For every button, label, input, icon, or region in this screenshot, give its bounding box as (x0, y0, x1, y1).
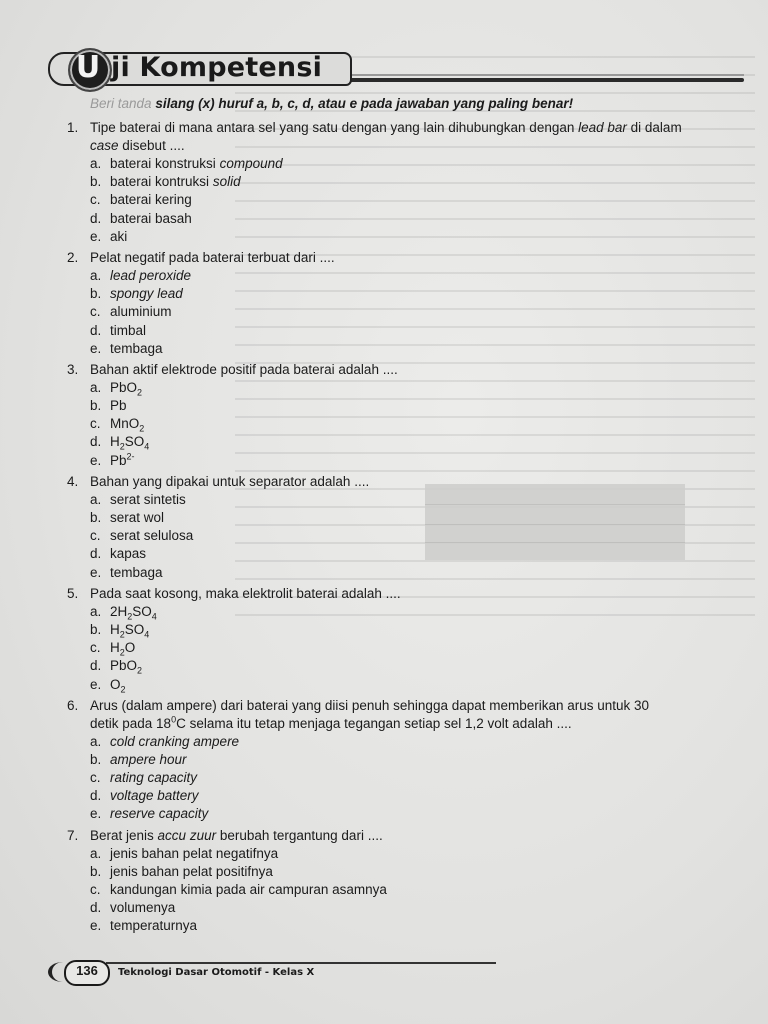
italic-term: lead peroxide (110, 267, 192, 283)
footer-book-title: Teknologi Dasar Otomotif - Kelas X (118, 967, 315, 978)
option-text (110, 751, 187, 769)
subscript: 2 (119, 629, 125, 640)
text-run: serat sintetis (110, 491, 186, 507)
italic-term: lead bar (578, 120, 627, 135)
option-text (110, 509, 164, 527)
option-text (110, 603, 157, 621)
text-run: H (110, 621, 120, 637)
text-run: SO (124, 434, 145, 450)
question-stem (67, 827, 757, 845)
option-text (110, 433, 149, 451)
option-letter: c. (90, 528, 101, 544)
text-run: temperaturnya (110, 918, 198, 934)
option-letter: a. (90, 733, 102, 749)
answer-option (67, 397, 757, 415)
option-letter: a. (90, 267, 102, 283)
text-run: C selama itu tetap menjaga tegangan setiap sel 1,2 volt adalah .... (176, 715, 572, 731)
option-text (110, 899, 175, 917)
option-letter: a. (90, 603, 102, 619)
answer-option (67, 155, 757, 173)
text-run: Bahan aktif elektrode positif pada baterai adalah .... (90, 361, 398, 377)
text-run: PbO (110, 658, 138, 674)
option-letter: d. (90, 434, 102, 450)
question-text (90, 249, 757, 267)
option-text (110, 917, 197, 935)
question-stem (67, 249, 757, 267)
option-letter: b. (90, 863, 102, 879)
text-run: SO (132, 603, 152, 619)
option-text (110, 191, 192, 209)
option-letter: a. (90, 845, 102, 861)
superscript: 2- (126, 451, 135, 462)
text-run: Berat jenis (90, 827, 158, 843)
answer-option (67, 805, 757, 823)
text-run: baterai basah (110, 210, 192, 226)
option-letter: d. (90, 322, 102, 338)
option-text (110, 545, 146, 563)
text-run: jenis bahan pelat positifnya (110, 863, 273, 879)
option-text (110, 322, 146, 340)
question-text (90, 697, 757, 715)
answer-option (67, 639, 757, 657)
page-footer (44, 958, 494, 986)
answer-option (67, 603, 757, 621)
subscript: 4 (144, 442, 150, 453)
text-run: tembaga (110, 340, 163, 356)
answer-option (67, 899, 757, 917)
answer-option (67, 769, 757, 787)
italic-term: cold cranking ampere (110, 733, 240, 749)
text-run: H (110, 640, 120, 656)
option-letter: c. (90, 416, 101, 432)
option-text (110, 639, 135, 657)
option-letter: b. (90, 398, 102, 414)
question-7 (67, 827, 757, 936)
answer-option (67, 452, 757, 470)
option-text (110, 379, 142, 397)
answer-option (67, 285, 757, 303)
italic-term: compound (219, 156, 283, 171)
option-letter: e. (90, 452, 102, 468)
italic-term: case (90, 138, 119, 153)
text-run: timbal (110, 322, 147, 338)
answer-option (67, 322, 757, 340)
option-text (110, 285, 183, 303)
text-run: H (110, 434, 120, 450)
option-letter: e. (90, 676, 102, 692)
section-header (44, 42, 744, 88)
answer-option (67, 433, 757, 451)
italic-term: solid (212, 174, 241, 190)
header-initial-letter: U (75, 50, 101, 85)
question-number: 5. (67, 585, 79, 601)
text-run: PbO (110, 379, 138, 395)
answer-option (67, 210, 757, 228)
question-number: 3. (67, 361, 79, 377)
answer-option (67, 340, 757, 358)
option-text (110, 881, 387, 899)
option-text (110, 527, 193, 545)
option-text (110, 769, 197, 787)
text-run: MnO (110, 416, 140, 432)
option-letter: d. (90, 546, 102, 562)
text-run: kandungan kimia pada air campuran asamnya (110, 882, 387, 897)
subscript: 2 (137, 666, 143, 676)
answer-option (67, 845, 757, 863)
option-text (110, 621, 149, 639)
text-run: Pb (110, 398, 127, 414)
option-letter: e. (90, 918, 102, 934)
answer-option (67, 415, 757, 433)
subscript: 2 (137, 387, 143, 398)
answer-option (67, 491, 757, 509)
text-run: detik pada 18 (90, 715, 172, 731)
option-text (110, 845, 278, 863)
option-text (110, 787, 199, 805)
subscript: 4 (151, 611, 157, 622)
option-letter: a. (90, 491, 102, 507)
subscript: 2 (119, 442, 125, 453)
question-text (90, 473, 757, 491)
option-text (110, 210, 192, 228)
italic-term: reserve capacity (110, 806, 209, 822)
question-text (90, 585, 757, 603)
header-title: ji Kompetensi (111, 52, 323, 83)
page-number: 136 (76, 963, 98, 978)
option-text (110, 340, 163, 358)
question-stem (67, 697, 757, 715)
text-run: volumenya (110, 900, 176, 916)
answer-option (67, 621, 757, 639)
option-text (110, 863, 273, 881)
option-letter: e. (90, 564, 102, 580)
subscript: 2 (139, 423, 145, 434)
italic-term: voltage battery (110, 788, 199, 804)
option-letter: b. (90, 286, 102, 302)
question-text (90, 119, 757, 137)
text-run: aki (110, 228, 128, 244)
option-letter: d. (90, 900, 102, 916)
question-2 (67, 249, 757, 358)
text-run: berubah tergantung dari .... (216, 827, 383, 843)
answer-option (67, 657, 757, 675)
option-letter: b. (90, 621, 102, 637)
text-run: baterai kontruksi (110, 174, 213, 190)
text-run: Arus (dalam ampere) dari baterai yang diisi penuh sehingga dapat memberikan arus untuk 30 (90, 697, 650, 713)
text-run: serat wol (110, 510, 165, 525)
option-letter: a. (90, 379, 102, 395)
footer-rule (106, 962, 496, 964)
question-6 (67, 697, 757, 824)
question-stem (67, 119, 757, 137)
option-letter: b. (90, 751, 102, 767)
question-stem (67, 361, 757, 379)
italic-term: ampere hour (110, 751, 187, 767)
text-run: di dalam (626, 120, 682, 135)
option-letter: e. (90, 806, 102, 822)
question-text (90, 827, 757, 845)
question-5 (67, 585, 757, 694)
option-text (110, 491, 186, 509)
text-run: 2H (110, 603, 128, 619)
option-letter: c. (90, 640, 101, 656)
option-text (110, 397, 127, 415)
question-text-continued (67, 137, 757, 155)
question-stem (67, 473, 757, 491)
text-run: kapas (110, 546, 147, 562)
option-text (110, 303, 172, 321)
answer-option (67, 379, 757, 397)
option-letter: d. (90, 658, 102, 674)
subscript: 2 (120, 684, 126, 695)
option-letter: c. (90, 192, 101, 208)
text-run: Tipe baterai di mana antara sel yang satu dengan yang lain dihubungkan dengan (90, 120, 579, 135)
italic-term: accu zuur (157, 827, 217, 843)
option-text (110, 267, 191, 285)
option-text (110, 415, 144, 433)
option-letter: c. (90, 304, 101, 320)
option-text (110, 228, 127, 246)
answer-option (67, 676, 757, 694)
instruction (90, 96, 750, 111)
question-number: 6. (67, 697, 79, 713)
option-letter: d. (90, 210, 102, 226)
option-letter: e. (90, 340, 102, 356)
answer-option (67, 267, 757, 285)
subscript: 2 (127, 611, 133, 622)
option-text (110, 173, 241, 191)
option-letter: a. (90, 156, 102, 171)
answer-option (67, 228, 757, 246)
question-text (90, 361, 757, 379)
question-text-continued (67, 715, 757, 733)
text-run: SO (124, 621, 145, 637)
answer-option (67, 173, 757, 191)
text-run: Bahan yang dipakai untuk separator adalah .... (90, 473, 370, 489)
answer-option (67, 564, 757, 582)
answer-option (67, 509, 757, 527)
header-rule (344, 78, 744, 82)
text-run: Pelat negatif pada baterai terbuat dari .... (90, 249, 335, 265)
answer-option (67, 733, 757, 751)
text-run: O (110, 676, 121, 692)
text-run: disebut .... (118, 138, 185, 153)
answer-option (67, 881, 757, 899)
option-letter: d. (90, 788, 102, 804)
option-letter: c. (90, 882, 101, 897)
italic-term: spongy lead (110, 286, 183, 302)
option-text (110, 155, 283, 173)
answer-option (67, 787, 757, 805)
text-run: Pada saat kosong, maka elektrolit baterai adalah .... (90, 585, 401, 601)
option-letter: e. (90, 228, 102, 244)
question-number: 2. (67, 249, 79, 265)
text-run: aluminium (110, 304, 172, 320)
subscript: 4 (144, 629, 150, 640)
text-run: tembaga (110, 564, 163, 580)
question-1 (67, 119, 757, 246)
subscript: 2 (119, 647, 125, 658)
question-number: 7. (67, 827, 79, 843)
text-run: O (124, 640, 136, 656)
answer-option (67, 863, 757, 881)
italic-term: rating capacity (110, 770, 198, 786)
option-text (110, 657, 142, 675)
option-letter: b. (90, 174, 102, 190)
instruction-faded: Beri tanda (90, 96, 152, 111)
question-4 (67, 473, 757, 582)
answer-option (67, 545, 757, 563)
text-run: Pb (110, 452, 127, 468)
header-rule-thin (344, 74, 744, 76)
superscript: 0 (171, 714, 177, 725)
text-run: baterai konstruksi (110, 156, 220, 171)
text-run: serat selulosa (110, 528, 194, 544)
instruction-text: silang (x) huruf a, b, c, d, atau e pada jawaban yang paling benar! (155, 96, 574, 111)
option-text (110, 564, 163, 582)
option-text (110, 805, 208, 823)
answer-option (67, 527, 757, 545)
text-run: baterai kering (110, 192, 192, 208)
option-text (110, 452, 135, 470)
answer-option (67, 751, 757, 769)
question-stem (67, 585, 757, 603)
question-list (67, 119, 757, 939)
option-text (110, 733, 239, 751)
answer-option (67, 191, 757, 209)
option-text (110, 676, 126, 694)
question-number: 4. (67, 473, 79, 489)
option-letter: b. (90, 510, 102, 525)
text-run: jenis bahan pelat negatifnya (110, 845, 279, 861)
question-number: 1. (67, 120, 79, 135)
question-3 (67, 361, 757, 470)
answer-option (67, 303, 757, 321)
answer-option (67, 917, 757, 935)
option-letter: c. (90, 770, 101, 786)
